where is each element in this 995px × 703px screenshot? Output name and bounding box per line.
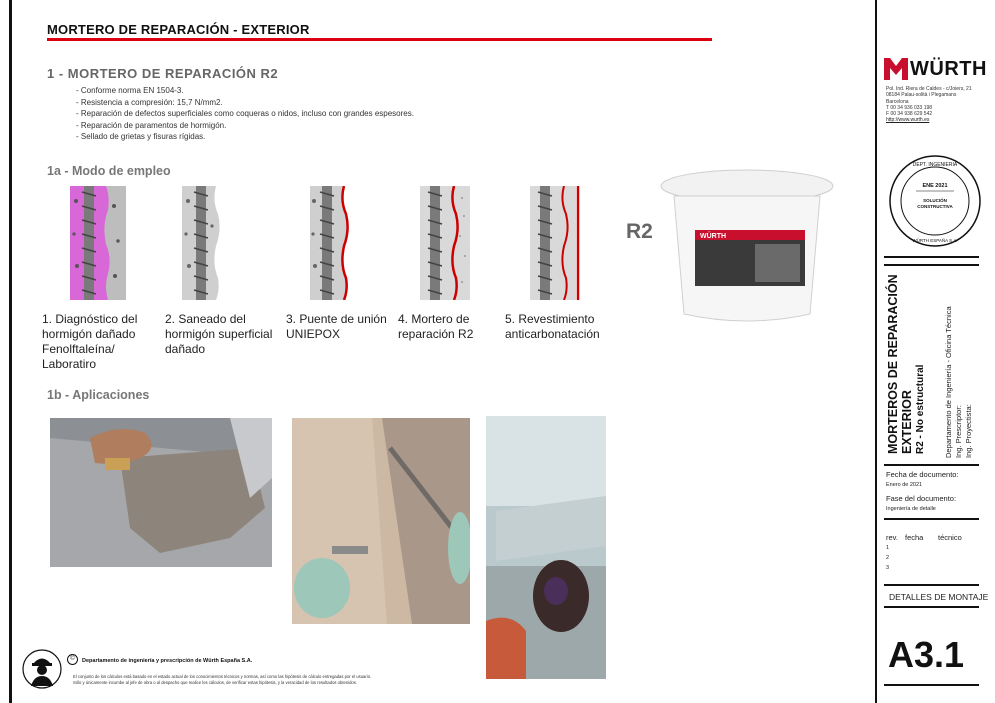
section-1b-title: 1b - Aplicaciones [47,388,150,402]
bucket-brand-text: WÜRTH [700,233,727,240]
divider [884,256,979,258]
list-item: - Sellado de grietas y fisuras rígidas. [76,132,206,141]
divider [884,606,979,608]
list-item: - Reparación de paramentos de hormigón. [76,120,227,130]
sheet-number: A3.1 [888,634,965,675]
step-5-diagram [530,186,586,300]
company-address: Pol. Ind. Riera de Caldes - c/Joiers, 21 08184 Palau-solità i Plegamans Barcelona T 00 34 936 033 198 F 00 34 938 629 542 http://www.wurth.es [886,86,972,124]
rev-row-3: 3 [886,565,890,571]
fecha-header: fecha [905,533,924,542]
divider [884,464,979,466]
tecnico-header: técnico [938,533,962,542]
product-bucket-image [660,168,835,328]
step-1-diagram [70,186,126,300]
document-title: MORTEROS DE REPARACIÓN EXTERIOR R2 - No estructural [886,274,926,454]
footer-department: Departamento de ingeniería y prescripción de Würth España S.A. [82,658,253,664]
detalles-label: DETALLES DE MONTAJE [889,592,989,602]
wurth-logo-icon [884,58,908,80]
seal-line-2: CONSTRUCTIVA [917,204,953,209]
fecha-label: Fecha de documento: [886,470,959,479]
step-4-label: 4. Mortero de reparación R2 [398,312,474,341]
brand-name: WÜRTH [910,58,987,80]
list-item: - Resistencia a compresión: 15,7 N/mm2. [76,97,223,107]
product-label: R2 [626,220,653,243]
title-underline [47,38,712,41]
divider [884,264,979,266]
list-item: - Conforme norma EN 1504-3. [76,86,184,95]
step-3-label: 3. Puente de unión UNIEPOX [286,312,387,341]
section-1a-title: 1a - Modo de empleo [47,164,171,178]
footer-disclaimer: El conjunto de los cálculos está basado en el estado actual de los conocimientos técnicos y normas, así como las hipótesis de cálculo entregadas por el usuario. Sólo y únicamente incumbe al jefe de obra o al despacho que realice los cálculos, de verificar estas hipótesis, y la veracidad de los resultados obtenidos. [73,674,372,685]
section-1-title: 1 - MORTERO DE REPARACIÓN R2 [47,66,279,81]
page-title: MORTERO DE REPARACIÓN - EXTERIOR [47,22,310,37]
application-photo-1 [50,418,272,567]
fase-label: Fase del documento: [886,494,957,503]
fase-value: Ingeniería de detalle [886,506,936,512]
divider [884,584,979,586]
divider [884,518,979,520]
fecha-value: Enero de 2021 [886,482,923,488]
application-photo-3 [486,416,606,679]
seal-bottom-text: WÜRTH ESPAÑA S.A. [912,238,958,243]
rev-header: rev. [886,533,898,542]
specs-list [76,85,414,143]
seal-year: ENE 2021 [922,183,948,189]
seal-top-text: DEPT. INGENIERIA [912,162,958,168]
rev-row-1: 1 [886,545,890,551]
step-2-diagram [182,186,238,300]
engineering-seal [888,154,982,248]
department-block: Departamento de Ingeniería - Oficina Técnica Ing. Prescriptor: Ing. Proyectista: [944,306,973,458]
divider [884,684,979,686]
engineer-icon [22,649,62,689]
list-item: - Reparación de defectos superficiales como coqueras o nidos, incluso con grandes espesores. [76,109,414,118]
step-2-label: 2. Saneado del hormigón superficial dañado [165,312,273,356]
step-5-label: 5. Revestimiento anticarbonatación [505,312,600,341]
sidebar-divider [875,0,877,703]
copyright-icon: © [67,654,78,665]
application-photo-2 [292,418,470,624]
left-border [9,0,12,703]
step-4-diagram [420,186,476,300]
step-3-diagram [310,186,366,300]
seal-line-1: SOLUCIÓN [923,198,947,203]
website-link[interactable]: http://www.wurth.es [886,117,930,124]
rev-row-2: 2 [886,555,890,561]
step-1-label: 1. Diagnóstico del hormigón dañado Fenolftaleína/ Laboratiro [42,312,138,371]
